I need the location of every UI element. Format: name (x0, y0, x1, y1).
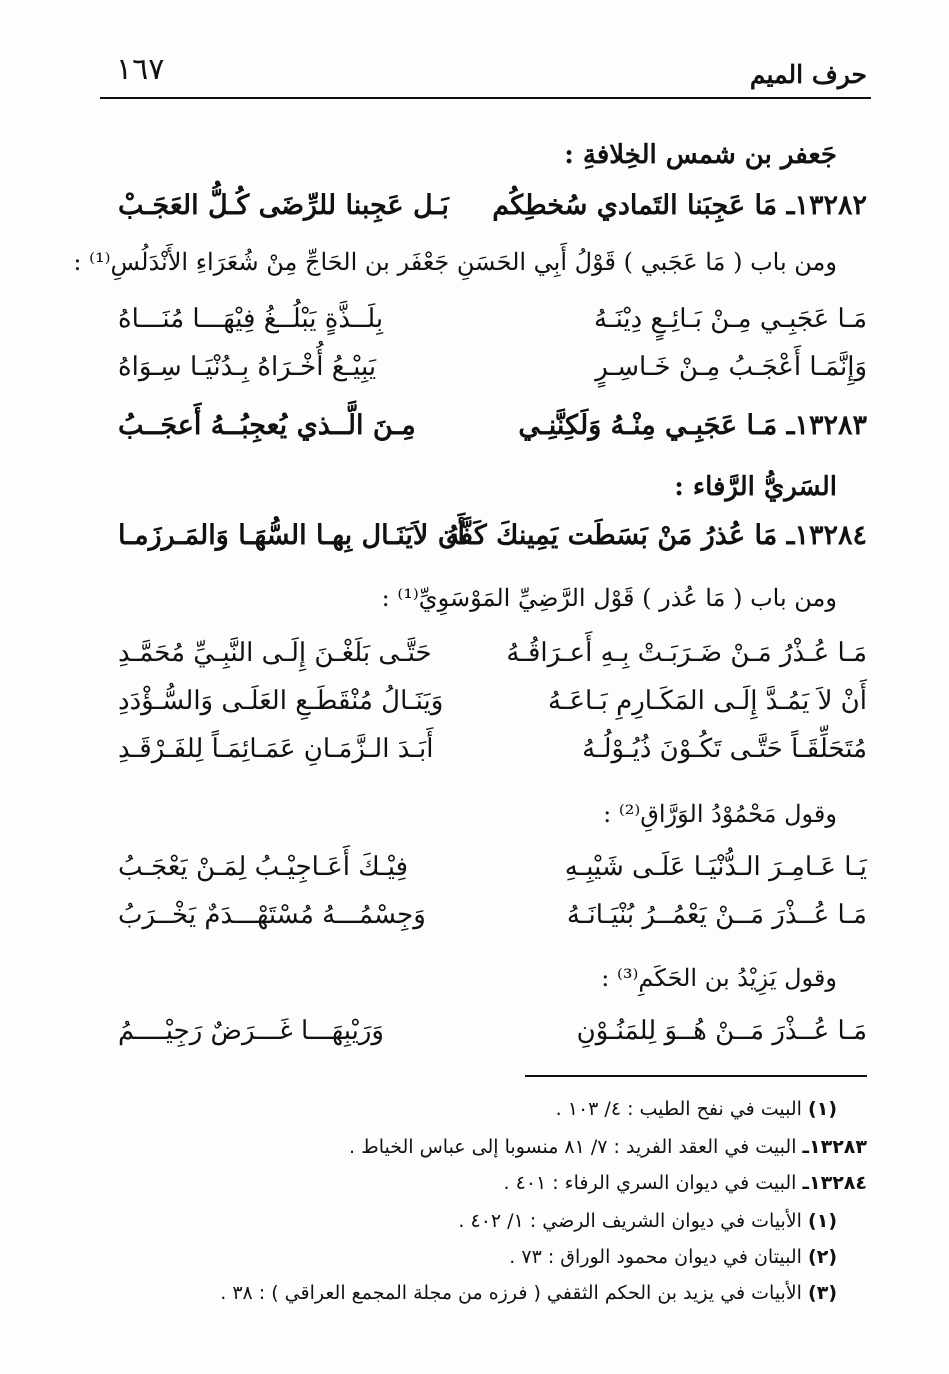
verse-line (118, 852, 867, 902)
verse-second-hemistich: وَجِسْمُـــهُ مُسْتَهْـــدَمٌ يَخْــرَبُ (118, 900, 426, 930)
verse-entry-13284 (118, 520, 867, 570)
verse-second-hemistich: يَبِيْـعُ أُخْـرَاهُ بِـدُنْيَـا سِـوَاهُ (118, 352, 377, 382)
footnote-text: البيتان في ديوان محمود الوراق : ٧٣ . (509, 1246, 802, 1268)
verse-second-hemistich: مِـنَ الَّــذي يُعجِبُــهُ أَعجَــبُ (118, 410, 416, 441)
verse-first-hemistich: مَـا عُــذْرَ مَــنْ يَعْمُــرُ بُنْيَـانَـهُ (566, 900, 867, 930)
verse-first-hemistich: مَـا عُــذْرَ مَــنْ هُــوَ لِلمَنُـوْنِ (576, 1016, 867, 1046)
verse-first-hemistich: وَإِنَّمَـا أَعْجَـبُ مِـنْ خَـاسِـرٍ (595, 352, 867, 382)
page-number: ١٦٧ (116, 52, 165, 87)
entry-number: ١٣٢٨٣ـ (786, 410, 867, 441)
footnote-text: البيت في ديوان السري الرفاء : ٤٠١ . (503, 1172, 797, 1194)
footnote-mark: ١٣٢٨٣ـ (802, 1136, 867, 1158)
verse-second-hemistich: حَتَّـى بَلَغْـنَ إِلَـى النَّبِـيِّ مُحَمَّـدِ (118, 638, 432, 668)
verse-first-hemistich (492, 190, 867, 221)
verse-second-hemistich: وَرَيْبِهَـــا غَـــرَضٌ رَجِيْــــمُ (118, 1016, 384, 1046)
poet-heading-sari: السَريُّ الرَّفاء : (674, 472, 837, 502)
verse-second-hemistich: بِلَــذَّةٍ يَبْلُــغُ فِيْهَـــا مُنَـــاهُ (118, 304, 384, 334)
verse-line (118, 900, 867, 950)
verse-line (118, 686, 867, 736)
verse-first-hemistich: مَـا عُـذْرُ مَـنْ ضَـرَبَـتْ بِـهِ أَعـرَاقُـهُ (506, 638, 867, 668)
prose-intro-2: ومن باب ( مَا عُذر ) قَوْل الرَّضِيِّ المَوْسَوِيِّ⁽¹⁾ : (381, 584, 837, 612)
footnote (349, 1136, 867, 1158)
header-rule (100, 97, 871, 99)
entry-number: ١٣٢٨٤ـ (786, 520, 867, 551)
verse-first-hemistich (518, 410, 867, 441)
footnote-mark: (٢) (808, 1246, 837, 1268)
verse-second-hemistich: بَـل عَجِبنا للرِّضَى كُـلُّ العَجَـبْ (118, 190, 449, 221)
verse-line (118, 304, 867, 354)
verse-first-hemistich: مُتَحَلِّقَـاً حَتَّـى تَكُـوْنَ ذُيُـوْلُـهُ (582, 734, 867, 764)
footnote-rule (525, 1075, 867, 1077)
verse-first-hemistich (446, 520, 867, 551)
verse-second-hemistich: وَيَنَـالُ مُنْقَطَـعِ العَلَـى وَالسُّـؤْدَدِ (118, 686, 444, 716)
footnote-mark: (١) (808, 1098, 837, 1120)
footnote-text: البيت في العقد الفريد : ٧/ ٨١ منسوبا إلى عباس الخياط . (349, 1136, 797, 1158)
verse-entry-13282 (118, 190, 867, 240)
prose-intro-3: وقول مَحْمُوْدُ الوَرَّاقِ⁽²⁾ : (603, 800, 837, 828)
verse-first-hemistich: أَنْ لاَ يَمُـدَّ إِلَـى المَكَـارِمِ بَـاعَـهُ (547, 686, 867, 716)
section-title: حرف الميم (749, 60, 867, 89)
footnote-text: الأبيات في ديوان الشريف الرضي : ١/ ٤٠٢ . (458, 1210, 802, 1232)
footnote-mark: (٣) (808, 1282, 837, 1304)
hemistich-text: مَـا عَجَبِـي مِنْـهُ وَلَكِنَّنِـي (518, 410, 778, 441)
footnote-mark: ١٣٢٨٤ـ (802, 1172, 867, 1194)
footnote-mark: (١) (808, 1210, 837, 1232)
footnote (503, 1172, 867, 1194)
poet-heading-jafar: جَعفر بن شمس الخِلافةِ : (564, 140, 837, 170)
prose-intro-1: ومن باب ( مَا عَجَبي ) قَوْلُ أَبِي الحَسَنِ جَعْفَر بن الحَاجِّ مِنْ شُعَرَاءِ الأَنْدَلُسِ⁽¹⁾ : (73, 248, 837, 276)
footnote-text: البيت في نفح الطيب : ٤/ ١٠٣ . (555, 1098, 802, 1120)
verse-line (118, 734, 867, 784)
verse-line (118, 1016, 867, 1066)
verse-line (118, 352, 867, 402)
hemistich-text: مَا عُذرُ مَنْ بَسَطَت يَمِينكَ كَفَّهُ (445, 520, 778, 551)
verse-second-hemistich: أَن لاَيَنَـال بِهـا السُّهَـا وَالمَـرزَمـا (118, 520, 466, 551)
entry-number: ١٣٢٨٢ـ (786, 190, 867, 221)
footnote (556, 1098, 837, 1120)
verse-first-hemistich: يَـا عَـامِـرَ الـدُّنْيَـا عَلَـى شَيْبِـهِ (564, 852, 867, 882)
verse-second-hemistich: فِيْـكَ أَعَـاجِيْـبُ لِمَـنْ يَعْجَـبُ (118, 852, 409, 882)
verse-second-hemistich: أَبَـدَ الـزَّمَـانِ عَمَـائِمَـاً لِلفَـرْقَـدِ (118, 734, 434, 764)
prose-intro-4: وقول يَزِيْدُ بن الحَكَمِ⁽³⁾ : (601, 964, 837, 992)
hemistich-text: مَا عَجِبَنا التَمادي سُخطِكُم (492, 190, 778, 221)
footnote (509, 1246, 837, 1268)
footnote (220, 1282, 837, 1304)
verse-line (118, 638, 867, 688)
footnote-text: الأبيات في يزيد بن الحكم الثقفي ( فرزه من مجلة المجمع العراقي ) : ٣٨ . (220, 1282, 802, 1304)
verse-first-hemistich: مَـا عَجَبِـي مِـنْ بَـائِـعٍ دِيْنَـهُ (594, 304, 867, 334)
footnote (458, 1210, 837, 1232)
verse-entry-13283 (118, 410, 867, 460)
